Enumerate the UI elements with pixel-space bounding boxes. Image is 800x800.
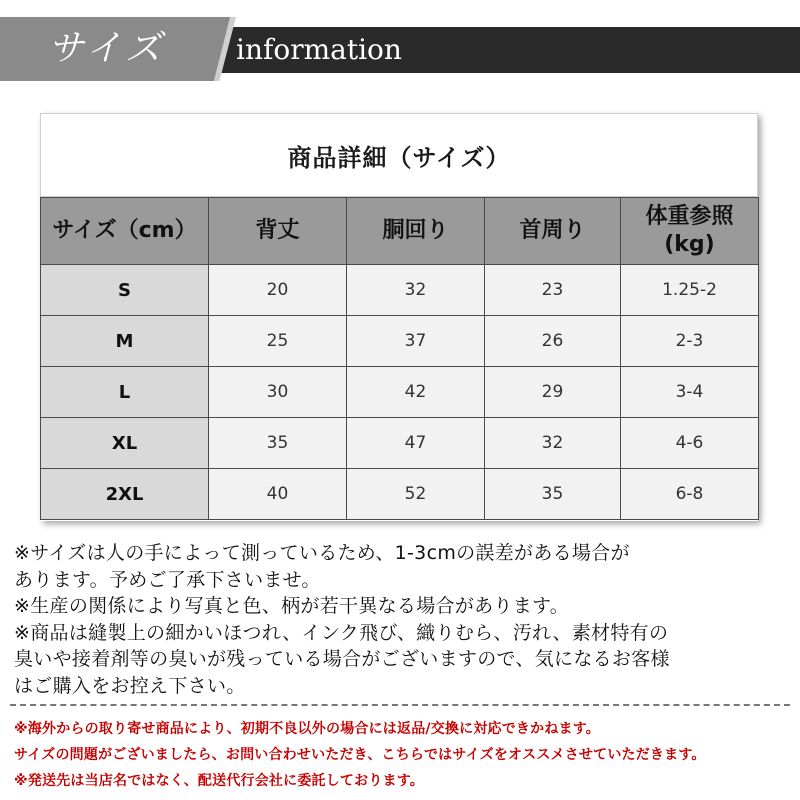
- row-size-label: XL: [41, 418, 209, 469]
- cell-back-length: 25: [209, 316, 347, 367]
- cell-neck: 32: [485, 418, 621, 469]
- cell-weight: 4-6: [621, 418, 759, 469]
- note-line: 臭いや接着剤等の臭いが残っている場合がございますので、気になるお客様: [14, 648, 670, 670]
- cell-weight: 1.25-2: [621, 265, 759, 316]
- warning-line: ※海外からの取り寄せ商品により、初期不良以外の場合には返品/交換に対応できかねます。: [14, 721, 601, 737]
- row-size-label: L: [41, 367, 209, 418]
- note-line: あります。予めご了承下さいませ。: [14, 568, 321, 591]
- note-line: ※商品は縫製上の細かいほつれ、インク飛び、織りむら、汚れ、素材特有の: [14, 621, 669, 644]
- header-size: [41, 198, 209, 265]
- header-neck: [485, 198, 621, 265]
- row-size-label: M: [41, 316, 209, 367]
- cell-waist: 42: [347, 367, 485, 418]
- note-line: ※サイズは人の手によって測っているため、1-3cmの誤差がある場合が: [14, 542, 630, 564]
- table-row: [41, 469, 759, 520]
- row-size-label: 2XL: [41, 469, 209, 520]
- header-size-label: サイズ（cm）: [52, 218, 197, 243]
- cell-waist: 52: [347, 469, 485, 520]
- banner-subtitle: information: [236, 33, 402, 66]
- cell-waist: 32: [347, 265, 485, 316]
- cell-neck: 29: [485, 367, 621, 418]
- table-row: [41, 418, 759, 469]
- warning-line: サイズの問題がございましたら、お問い合わせいただき、こちらではサイズをオススメさせていただきます。: [14, 747, 706, 763]
- cell-neck: 23: [485, 265, 621, 316]
- cell-back-length: 30: [209, 367, 347, 418]
- cell-waist: 47: [347, 418, 485, 469]
- table-row: [41, 265, 759, 316]
- size-table-frame: [40, 113, 758, 521]
- header-weight-label: 体重参照: [645, 204, 734, 229]
- table-row: [41, 367, 759, 418]
- note-line: はご購入をお控え下さい。: [14, 674, 246, 697]
- warning-notes-block: [14, 716, 794, 794]
- header-weight: [621, 198, 759, 265]
- banner-title: サイズ: [48, 28, 166, 69]
- header-weight-unit: (kg): [664, 232, 715, 257]
- header-waist-label: 胴回り: [382, 218, 449, 243]
- row-size-label: S: [41, 265, 209, 316]
- table-header-row: [41, 198, 759, 265]
- cell-weight: 3-4: [621, 367, 759, 418]
- size-table: [40, 197, 759, 520]
- notes-block: [14, 540, 794, 699]
- cell-weight: 6-8: [621, 469, 759, 520]
- header-neck-label: 首周り: [519, 218, 586, 243]
- header-waist: [347, 198, 485, 265]
- cell-back-length: 35: [209, 418, 347, 469]
- table-title: 商品詳細（サイズ）: [40, 113, 758, 197]
- header-back-length-label: 背丈: [255, 218, 300, 243]
- cell-back-length: 40: [209, 469, 347, 520]
- cell-weight: 2-3: [621, 316, 759, 367]
- cell-back-length: 20: [209, 265, 347, 316]
- cell-neck: 26: [485, 316, 621, 367]
- dashed-divider: [10, 704, 790, 706]
- table-row: [41, 316, 759, 367]
- cell-neck: 35: [485, 469, 621, 520]
- cell-waist: 37: [347, 316, 485, 367]
- header-back-length: [209, 198, 347, 265]
- note-line: ※生産の関係により写真と色、柄が若干異なる場合があります。: [14, 595, 570, 617]
- warning-line: ※発送先は当店名ではなく、配送代行会社に委託しております。: [14, 773, 425, 789]
